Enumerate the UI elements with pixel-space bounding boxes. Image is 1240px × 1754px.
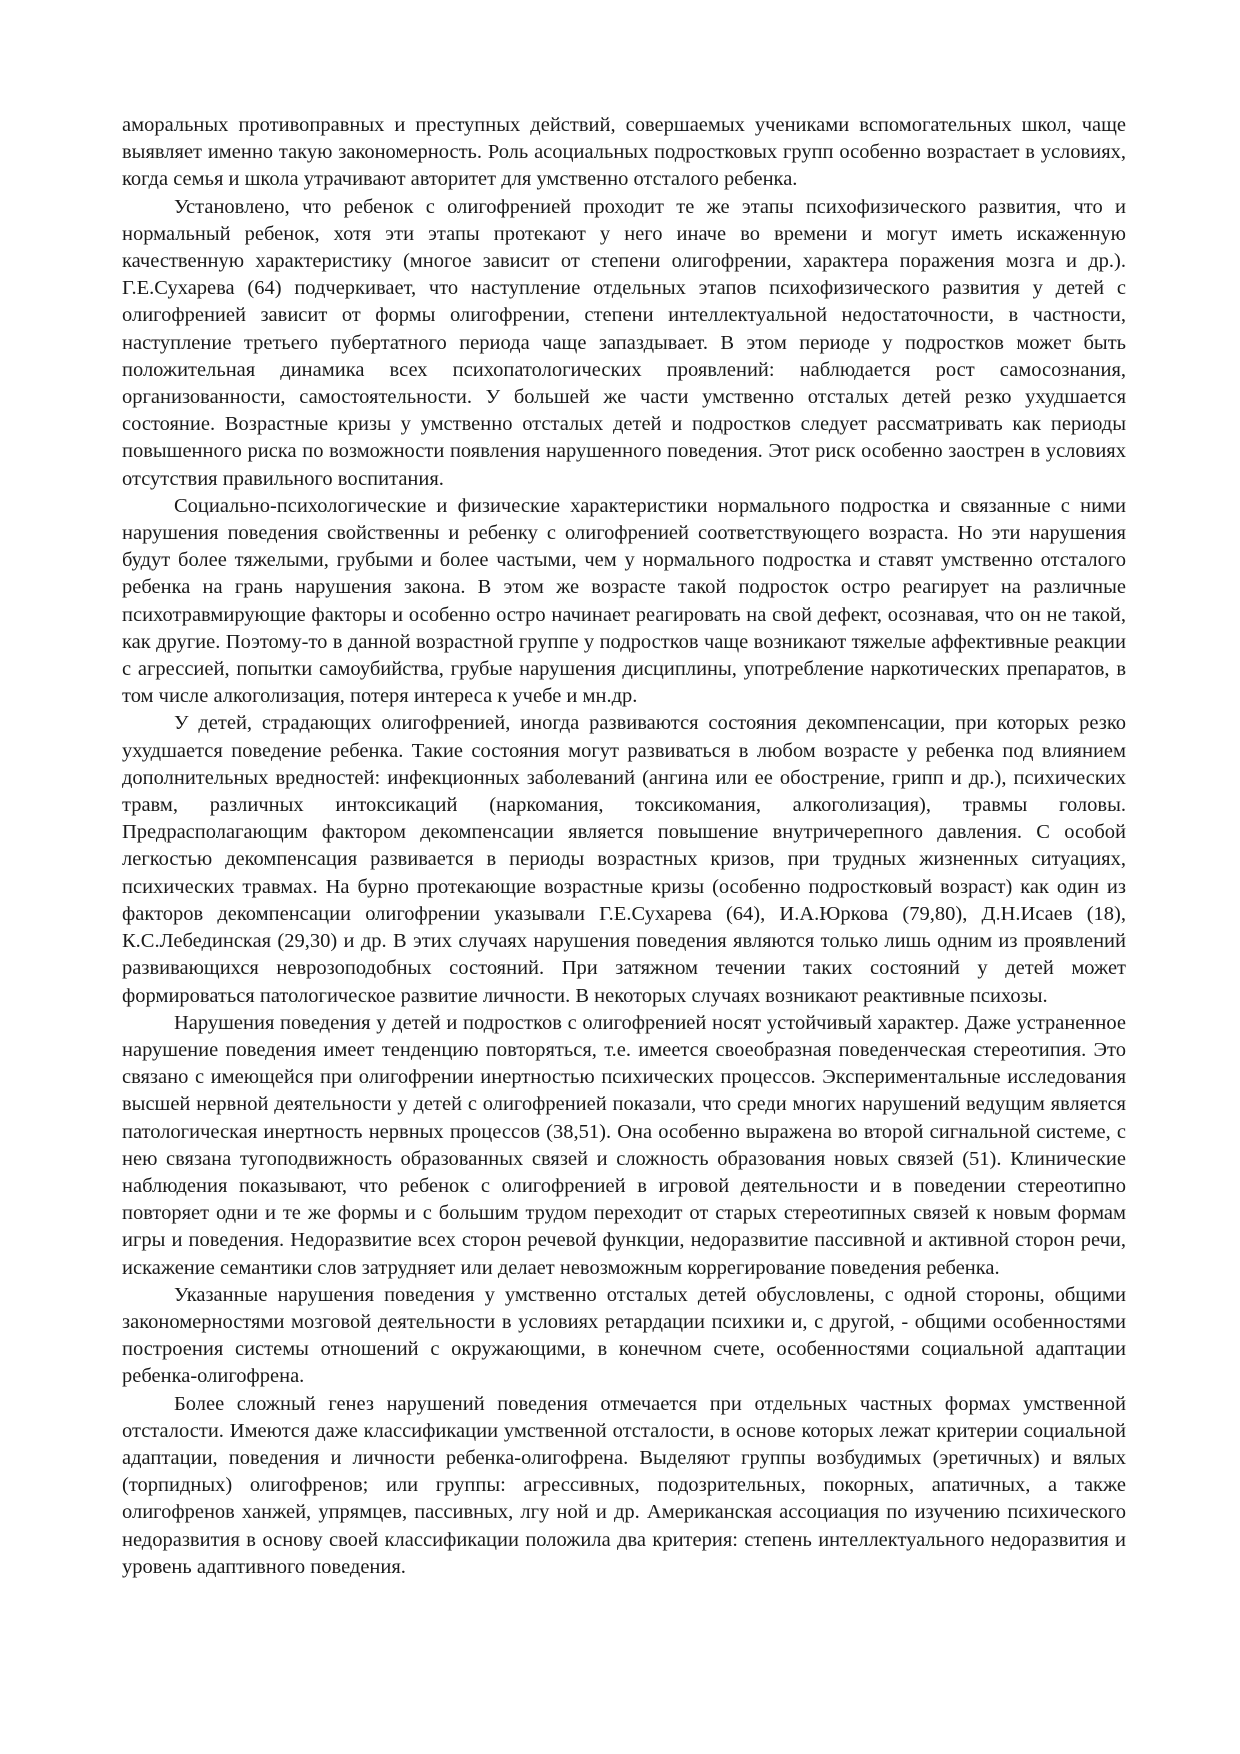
- paragraph: Социально-психологические и физические характеристики нормального подростка и связанные с ними нарушения поведения свойственны и ребенку с олигофренией соответствующего возраста. Но эти нарушения будут более тяжелыми, грубыми и более частыми, чем у нормального подростка и ставят умственно отсталого ребенка на грань нарушения закона. В этом же возрасте такой подросток остро реагирует на различные психотравмирующие факторы и особенно остро начинает реагировать на свой дефект, осознавая, что он не такой, как другие. Поэтому-то в данной возрастной группе у подростков чаще возникают тяжелые аффективные реакции с агрессией, попытки самоубийства, грубые нарушения дисциплины, употребление наркотических препаратов, в том числе алкоголизация, потеря интереса к учебе и мн.др.: [122, 494, 1126, 708]
- paragraph: У детей, страдающих олигофренией, иногда развиваются состояния декомпенсации, при которых резко ухудшается поведение ребенка. Такие состояния могут развиваться в любом возрасте у ребенка под влиянием дополнительных вредностей: инфекционных заболеваний (ангина или ее обострение, грипп и др.), психических травм, различных интоксикаций (наркомания, токсикомания, алкоголизация), травмы головы. Предрасполагающим фактором декомпенсации является повышение внутричерепного давления. С особой легкостью декомпенсация развивается в периоды возрастных кризов, при трудных жизненных ситуациях, психических травмах. На бурно протекающие возрастные кризы (особенно подростковый возраст) как один из факторов декомпенсации олигофрении указывали Г.Е.Сухарева (64), И.А.Юркова (79,80), Д.Н.Исаев (18), К.С.Лебединская (29,30) и др. В этих случаях нарушения поведения являются только лишь одним из проявлений развивающихся неврозоподобных состояний. При затяжном течении таких состояний у детей может формироваться патологическое развитие личности. В некоторых случаях возникают реактивные психозы.: [122, 712, 1126, 1007]
- paragraph: Установлено, что ребенок с олигофренией проходит те же этапы психофизического развития, что и нормальный ребенок, хотя эти этапы протекают у него иначе во времени и могут иметь искаженную качественную характеристику (многое зависит от степени олигофрении, характера поражения мозга и др.). Г.Е.Сухарева (64) подчеркивает, что наступление отдельных этапов психофизического развития у детей с олигофренией зависит от формы олигофрении, степени интеллектуальной недостаточности, в частности, наступление третьего пубертатного периода чаще запаздывает. В этом периоде у подростков может быть положительная динамика всех психопатологических проявлений: наблюдается рост самосознания, организованности, самостоятельности. У большей же части умственно отсталых детей резко ухудшается состояние. Возрастные кризы у умственно отсталых детей и подростков следует рассматривать как периоды повышенного риска по возможности появления нарушенного поведения. Этот риск особенно заострен в условиях отсутствия правильного воспитания.: [122, 195, 1126, 490]
- paragraph: Более сложный генез нарушений поведения отмечается при отдельных частных формах умственной отсталости. Имеются даже классификации умственной отсталости, в основе которых лежат критерии социальной адаптации, поведения и личности ребенка-олигофрена. Выделяют группы возбудимых (эретичных) и вялых (торпидных) олигофренов; или группы: агрессивных, подозрительных, покорных, апатичных, а также олигофренов ханжей, упрямцев, пассивных, лгу ной и др. Американская ассоциация по изучению психического недоразвития в основу своей классификации положила два критерия: степень интеллектуального недоразвития и уровень адаптивного поведения.: [122, 1392, 1126, 1578]
- paragraph: аморальных противоправных и преступных действий, совершаемых учениками вспомогательных школ, чаще выявляет именно такую закономерность. Роль асоциальных подростковых групп особенно возрастает в условиях, когда семья и школа утрачивают авторитет для умственно отсталого ребенка.: [122, 114, 1126, 191]
- document-page: [122, 112, 1126, 1581]
- paragraph: Указанные нарушения поведения у умственно отсталых детей обусловлены, с одной стороны, общими закономерностями мозговой деятельности в условиях ретардации психики и, с другой, - общими особенностями построения системы отношений с окружающими, в конечном счете, особенностями социальной адаптации ребенка-олигофрена.: [122, 1283, 1126, 1388]
- paragraph: Нарушения поведения у детей и подростков с олигофренией носят устойчивый характер. Даже устраненное нарушение поведения имеет тенденцию повторяться, т.е. имеется своеобразная поведенческая стереотипия. Это связано с имеющейся при олигофрении инертностью психических процессов. Экспериментальные исследования высшей нервной деятельности у детей с олигофренией показали, что среди многих нарушений ведущим является патологическая инертность нервных процессов (38,51). Она особенно выражена во второй сигнальной системе, с нею связана тугоподвижность образованных связей и сложность образования новых связей (51). Клинические наблюдения показывают, что ребенок с олигофренией в игровой деятельности и в поведении стереотипно повторяет одни и те же формы и с большим трудом переходит от старых стереотипных связей к новым формам игры и поведения. Недоразвитие всех сторон речевой функции, недоразвитие пассивной и активной сторон речи, искажение семантики слов затрудняет или делает невозможным коррегирование поведения ребенка.: [122, 1011, 1126, 1279]
